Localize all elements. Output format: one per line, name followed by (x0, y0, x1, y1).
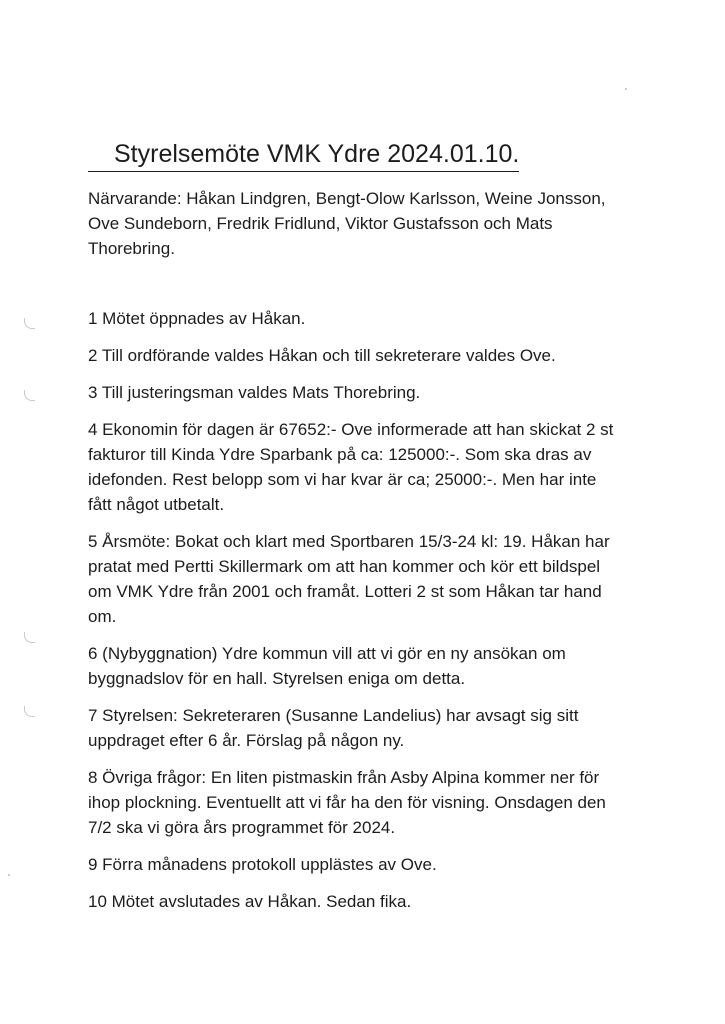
agenda-line: 3 Till justeringsman valdes Mats Thorebring. (88, 383, 421, 402)
agenda-line: 7/2 ska vi göra års programmet för 2024. (88, 818, 396, 837)
agenda-line: ihop plockning. Eventuellt att vi får ha den för visning. Onsdagen den (88, 793, 606, 812)
title-block (88, 137, 548, 172)
agenda-item-10 (88, 889, 653, 914)
agenda-line: om. (88, 607, 117, 626)
agenda-line: pratat med Pertti Skillermark om att han kommer och kör ett bildspel (88, 557, 601, 576)
agenda-line: 8 Övriga frågor: En liten pistmaskin från Asby Alpina kommer ner för (88, 768, 600, 787)
agenda-item-2 (88, 343, 653, 368)
scan-binder-mark (24, 706, 35, 717)
agenda-line: om VMK Ydre från 2001 och framåt. Lotteri 2 st som Håkan tar hand (88, 582, 602, 601)
scan-binder-mark (24, 632, 35, 643)
scan-binder-mark (24, 390, 35, 401)
agenda-line: 2 Till ordförande valdes Håkan och till sekreterare valdes Ove. (88, 346, 556, 365)
scan-binder-mark (24, 318, 35, 329)
agenda-item-1 (88, 306, 653, 331)
attendees-line: Thorebring. (88, 239, 175, 258)
agenda-line: 1 Mötet öppnades av Håkan. (88, 309, 306, 328)
agenda-line: 7 Styrelsen: Sekreteraren (Susanne Landelius) har avsagt sig sitt (88, 706, 579, 725)
agenda-line: 5 Årsmöte: Bokat och klart med Sportbaren 15/3-24 kl: 19. Håkan har (88, 532, 610, 551)
scan-speck (625, 88, 627, 90)
agenda-item-5 (88, 529, 653, 629)
agenda-line: 6 (Nybyggnation) Ydre kommun vill att vi gör en ny ansökan om (88, 644, 566, 663)
agenda-line: byggnadslov för en hall. Styrelsen eniga om detta. (88, 669, 466, 688)
agenda-line: uppdraget efter 6 år. Förslag på någon ny. (88, 731, 405, 750)
agenda-line: 4 Ekonomin för dagen är 67652:- Ove informerade att han skickat 2 st (88, 420, 614, 439)
agenda-item-9 (88, 852, 653, 877)
agenda-list (88, 306, 653, 926)
document-title: Styrelsemöte VMK Ydre 2024.01.10. (88, 137, 519, 172)
agenda-line: fått något utbetalt. (88, 495, 225, 514)
agenda-line: 10 Mötet avslutades av Håkan. Sedan fika. (88, 892, 412, 911)
agenda-item-3 (88, 380, 653, 405)
agenda-item-8 (88, 765, 653, 840)
scan-speck (8, 874, 10, 876)
agenda-item-4 (88, 417, 653, 517)
attendees-line: Ove Sundeborn, Fredrik Fridlund, Viktor Gustafsson och Mats (88, 214, 553, 233)
agenda-item-6 (88, 641, 653, 691)
agenda-item-7 (88, 703, 653, 753)
attendees-line: Närvarande: Håkan Lindgren, Bengt-Olow Karlsson, Weine Jonsson, (88, 189, 606, 208)
agenda-line: fakturor till Kinda Ydre Sparbank på ca: 125000:-. Som ska dras av (88, 445, 592, 464)
agenda-line: idefonden. Rest belopp som vi har kvar är ca; 25000:-. Men har inte (88, 470, 597, 489)
agenda-line: 9 Förra månadens protokoll upplästes av Ove. (88, 855, 437, 874)
attendees-paragraph (88, 186, 653, 261)
